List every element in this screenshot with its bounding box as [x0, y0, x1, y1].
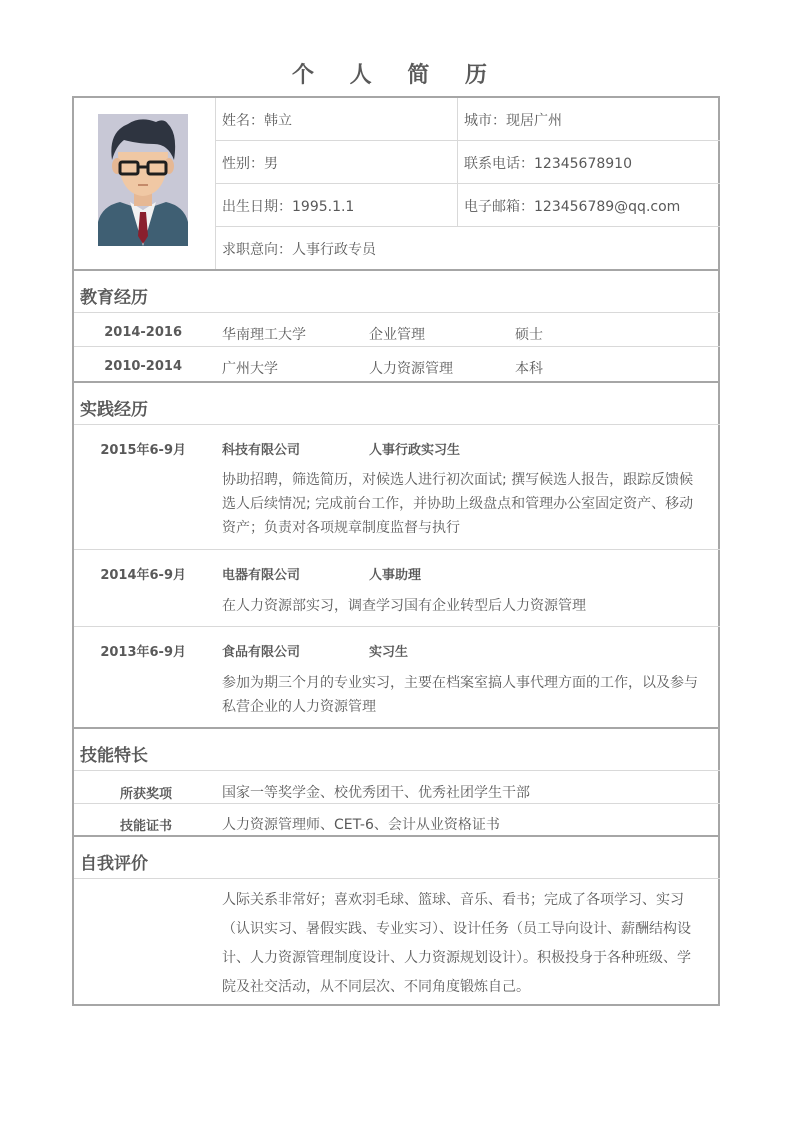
skills-label: 所获奖项 [119, 787, 172, 802]
resume-table [72, 96, 720, 1006]
avatar-illustration [98, 114, 188, 246]
practice-description: 在人力资源部实习，调查学习国有企业转型后人力资源管理 [222, 598, 586, 614]
avatar [98, 114, 188, 246]
practice-company: 科技有限公司 [222, 443, 301, 458]
profile-city: 城市：现居广州 [464, 113, 562, 129]
education-degree: 本科 [515, 361, 543, 377]
practice-period: 2013年6-9月 [100, 645, 186, 660]
profile-gender: 性别：男 [222, 156, 278, 172]
profile-birth: 出生日期：1995.1.1 [222, 199, 355, 215]
education-heading: 教育经历 [80, 288, 148, 308]
self-description: 人际关系非常好；喜欢羽毛球、篮球、音乐、看书；完成了各项学习、实习 （认识实习、暑假实践、专业实习）、设计任务（员工导向设计、薪酬结构设 计、人力资源管理制度设计、人力资源规划设计）。积极投身于各种班级、学 院及社交活动，从不同层次、不同角度锻炼自己。 [222, 892, 691, 995]
practice-role: 人事助理 [369, 568, 422, 583]
practice-role: 实习生 [369, 645, 409, 660]
practice-heading: 实践经历 [80, 400, 148, 420]
education-school: 广州大学 [222, 361, 278, 377]
education-period: 2010-2014 [104, 359, 182, 374]
self-heading: 自我评价 [80, 854, 148, 874]
page-title: 个 人 简 历 [292, 63, 501, 88]
education-school: 华南理工大学 [222, 327, 306, 343]
practice-description: 协助招聘，筛选简历，对候选人进行初次面试; 撰写候选人报告，跟踪反馈候 选人后续情况; 完成前台工作，并协助上级盘点和管理办公室固定资产、移动 资产；负责对各项规章制度监督与执行 [222, 472, 694, 536]
profile-phone: 联系电话：12345678910 [464, 156, 632, 172]
skills-value: 国家一等奖学金、校优秀团干、优秀社团学生干部 [222, 785, 530, 801]
profile-email: 电子邮箱：123456789@qq.com [464, 199, 681, 215]
profile-name: 姓名：韩立 [222, 113, 292, 129]
practice-description: 参加为期三个月的专业实习，主要在档案室搞人事代理方面的工作，以及参与 私营企业的人力资源管理 [222, 675, 698, 715]
skills-heading: 技能特长 [80, 746, 148, 766]
education-major: 人力资源管理 [369, 361, 453, 377]
skills-label: 技能证书 [119, 819, 172, 834]
education-period: 2014-2016 [104, 325, 182, 340]
practice-role: 人事行政实习生 [369, 443, 461, 458]
practice-period: 2014年6-9月 [100, 568, 186, 583]
skills-value: 人力资源管理师、CET-6、会计从业资格证书 [222, 817, 500, 833]
practice-company: 电器有限公司 [222, 568, 301, 583]
education-major: 企业管理 [369, 327, 425, 343]
practice-period: 2015年6-9月 [100, 443, 186, 458]
profile-intent: 求职意向：人事行政专员 [222, 242, 376, 258]
practice-company: 食品有限公司 [222, 645, 301, 660]
education-degree: 硕士 [515, 327, 543, 343]
